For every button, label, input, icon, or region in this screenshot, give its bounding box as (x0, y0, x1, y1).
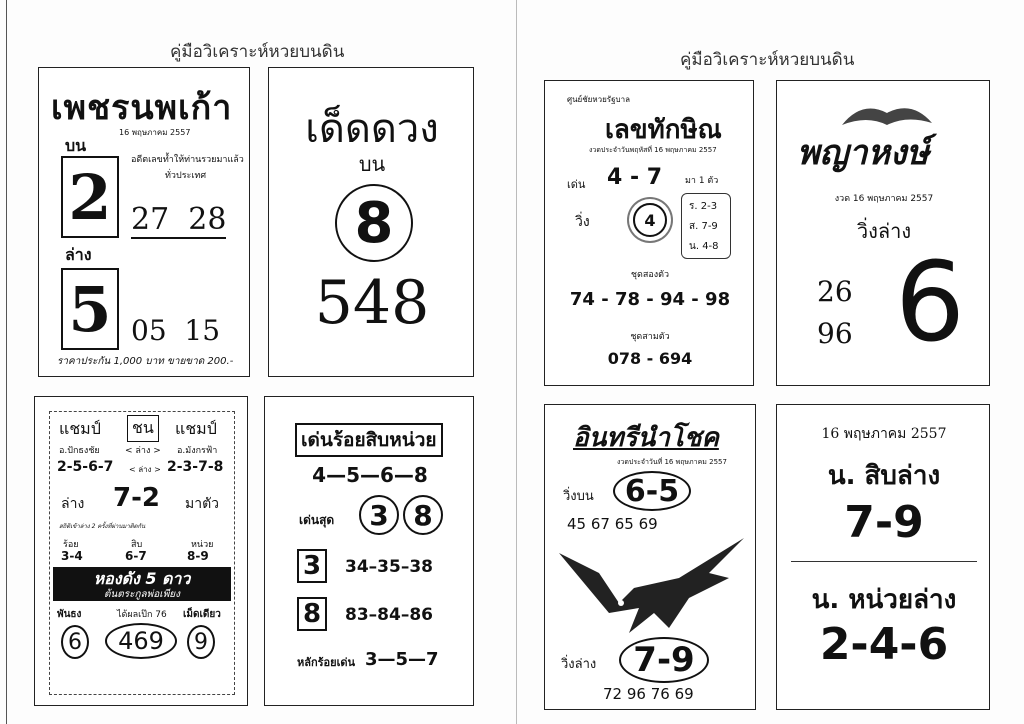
card5-col-val-1: 6-7 (125, 549, 147, 563)
card5-src1: อ.ปักธงชัย (59, 446, 100, 456)
card8-v1: 7-9 (844, 497, 924, 548)
card3-triple-label: ชุดสามตัว (630, 332, 670, 342)
card2-number: 548 (314, 268, 430, 338)
card1-lang-label: ล่าง (65, 245, 92, 264)
card8-v2: 2-4-6 (819, 619, 949, 670)
card3-title: เลขทักษิณ (605, 115, 722, 145)
card5-col-head-1: สิบ (131, 540, 143, 550)
card1-note1: อดีตเลขท้ำให้ท่านรวยมาแล้ว (131, 155, 244, 165)
card3-side-0: ร. 2-3 (689, 201, 718, 212)
card6-row-digit-0: 3 (297, 549, 327, 583)
card6-den-label: เด่นสุด (299, 513, 335, 527)
card3-triples: 078 - 694 (607, 349, 693, 368)
card7-bon: 6-5 (613, 471, 691, 511)
card-lek-thaksin (544, 80, 754, 386)
card7-lang-label: วิ่งล่าง (561, 657, 597, 672)
card1-note2: ทั่วประเทศ (165, 171, 207, 181)
card2-sub: บน (358, 152, 386, 176)
card3-wing-label: วิ่ง (575, 214, 590, 230)
header-left: คู่มือวิเคราะห์หวยบนดิน (170, 42, 345, 62)
card5-num-1: 469 (105, 623, 177, 659)
card3-den: 4 - 7 (607, 165, 663, 190)
card3-pairs: 74 - 78 - 94 - 98 (569, 289, 731, 310)
card5-label-0: พันธง (57, 609, 82, 620)
eagle-icon (559, 533, 749, 643)
card5-combo-mid: < ล่าง > (129, 465, 161, 474)
card6-line1: 4—5—6—8 (312, 463, 428, 487)
card3-date: งวดประจำวันพฤหัสที่ 16 พฤษภาคม 2557 (589, 146, 717, 154)
card5-champ2: แชมป์ (175, 419, 217, 438)
card5-combo2: 2-3-7-8 (167, 459, 224, 475)
card6-foot-label: หลักร้อยเด่น (297, 656, 356, 669)
card7-bon-list: 45 67 65 69 (567, 515, 658, 533)
card3-side-2: น. 4-8 (689, 241, 719, 252)
card5-col-val-2: 8-9 (187, 549, 209, 563)
card4-sub: วิ่งล่าง (856, 219, 912, 243)
card5-label-2: เม็ดเดียว (183, 609, 221, 620)
card5-col-val-0: 3-4 (61, 549, 83, 563)
card5-champ1: แชมป์ (59, 419, 101, 438)
card1-bon-digit: 2 (61, 156, 119, 238)
card2-digit-circle: 8 (335, 184, 413, 262)
card1-lang-pair: 05 15 (131, 314, 221, 347)
card3-den-note: มา 1 ตัว (685, 176, 719, 186)
card1-bon-label: บน (65, 136, 87, 155)
card-champ-chon-champ (34, 396, 248, 706)
card1-date: 16 พฤษภาคม 2557 (119, 128, 191, 137)
card8-divider (791, 561, 977, 562)
card5-col-head-0: ร้อย (63, 540, 79, 550)
card5-num-0: 6 (61, 625, 89, 659)
card3-pair-label: ชุดสองตัว (630, 270, 670, 280)
card5-combo1: 2-5-6-7 (57, 459, 114, 475)
card4-big: 6 (895, 238, 965, 366)
card8-date: 16 พฤษภาคม 2557 (821, 426, 947, 442)
header-right: คู่มือวิเคราะห์หวยบนดิน (680, 50, 855, 70)
card-insee-nam-chok (544, 404, 756, 710)
card5-banner: หองดัง 5 ดาว (93, 569, 191, 588)
card8-l1: น. สิบล่าง (827, 461, 941, 491)
card-sip-nuay-lang (776, 404, 990, 710)
card6-title: เด่นร้อยสิบหน่วย (295, 423, 443, 457)
card3-den-label: เด่น (567, 178, 586, 191)
card3-side-1: ส. 7-9 (689, 221, 718, 232)
card5-label-1: ได้ผลเป๊ก 76 (117, 610, 167, 620)
card5-fine: สถิติเข้าล่าง 2 ครั้งที่ผ่านมาติดกัน (59, 523, 146, 530)
card1-lang-digit: 5 (61, 268, 119, 350)
card-phet-nop-kao (38, 67, 250, 377)
card-phaya-hong (776, 80, 990, 386)
card1-bon-pair: 27 28 (131, 202, 227, 237)
card1-price: ราคาประกัน 1,000 บาท ขายขาด 200.- (57, 356, 234, 367)
card5-src2: อ.มังกรฟ้า (177, 446, 218, 456)
card5-col-head-2: หน่วย (191, 540, 214, 550)
left-edge-line (6, 0, 7, 724)
card6-foot: 3—5—7 (365, 649, 439, 670)
card3-top: ศูนย์ชัยหวยรัฐบาล (567, 95, 630, 104)
card5-lang-note: มาตัว (185, 496, 220, 512)
card7-title: อินทรีนำโชค (573, 423, 719, 453)
center-fold-line (516, 0, 517, 724)
card1-title: เพชรนพเก้า (51, 88, 233, 128)
card7-lang-list: 72 96 76 69 (603, 685, 694, 703)
card4-title: พญาหงษ์ (797, 133, 929, 173)
card5-banner-sub: ต้นตระกูลพ่อเพียง (103, 589, 181, 600)
card6-den-0: 3 (359, 495, 399, 535)
card7-bon-label: วิ่งบน (563, 489, 594, 504)
card4-n1: 26 (817, 275, 853, 308)
card7-date: งวดประจำวันที่ 16 พฤษภาคม 2557 (617, 458, 727, 466)
card7-lang: 7-9 (619, 637, 709, 683)
card5-src-mid: < ล่าง > (125, 446, 161, 456)
card6-row-digit-1: 8 (297, 597, 327, 631)
card4-date: งวด 16 พฤษภาคม 2557 (834, 194, 934, 204)
card5-lang: 7-2 (113, 483, 160, 513)
card3-sun-circle: 4 (633, 203, 667, 237)
card5-chon: ชน (127, 415, 159, 442)
card2-title: เด็ดดวง (305, 106, 439, 152)
card5-lang-label: ล่าง (61, 496, 85, 512)
card4-n2: 96 (817, 317, 853, 350)
card-den-roi-sip-nuay (264, 396, 474, 706)
card5-num-2: 9 (187, 625, 215, 659)
card-ded-duang (268, 67, 474, 377)
card6-row-val-0: 34–35–38 (345, 557, 433, 577)
card8-l2: น. หน่วยล่าง (811, 585, 957, 615)
card6-den-1: 8 (403, 495, 443, 535)
card6-row-val-1: 83–84–86 (345, 605, 433, 625)
